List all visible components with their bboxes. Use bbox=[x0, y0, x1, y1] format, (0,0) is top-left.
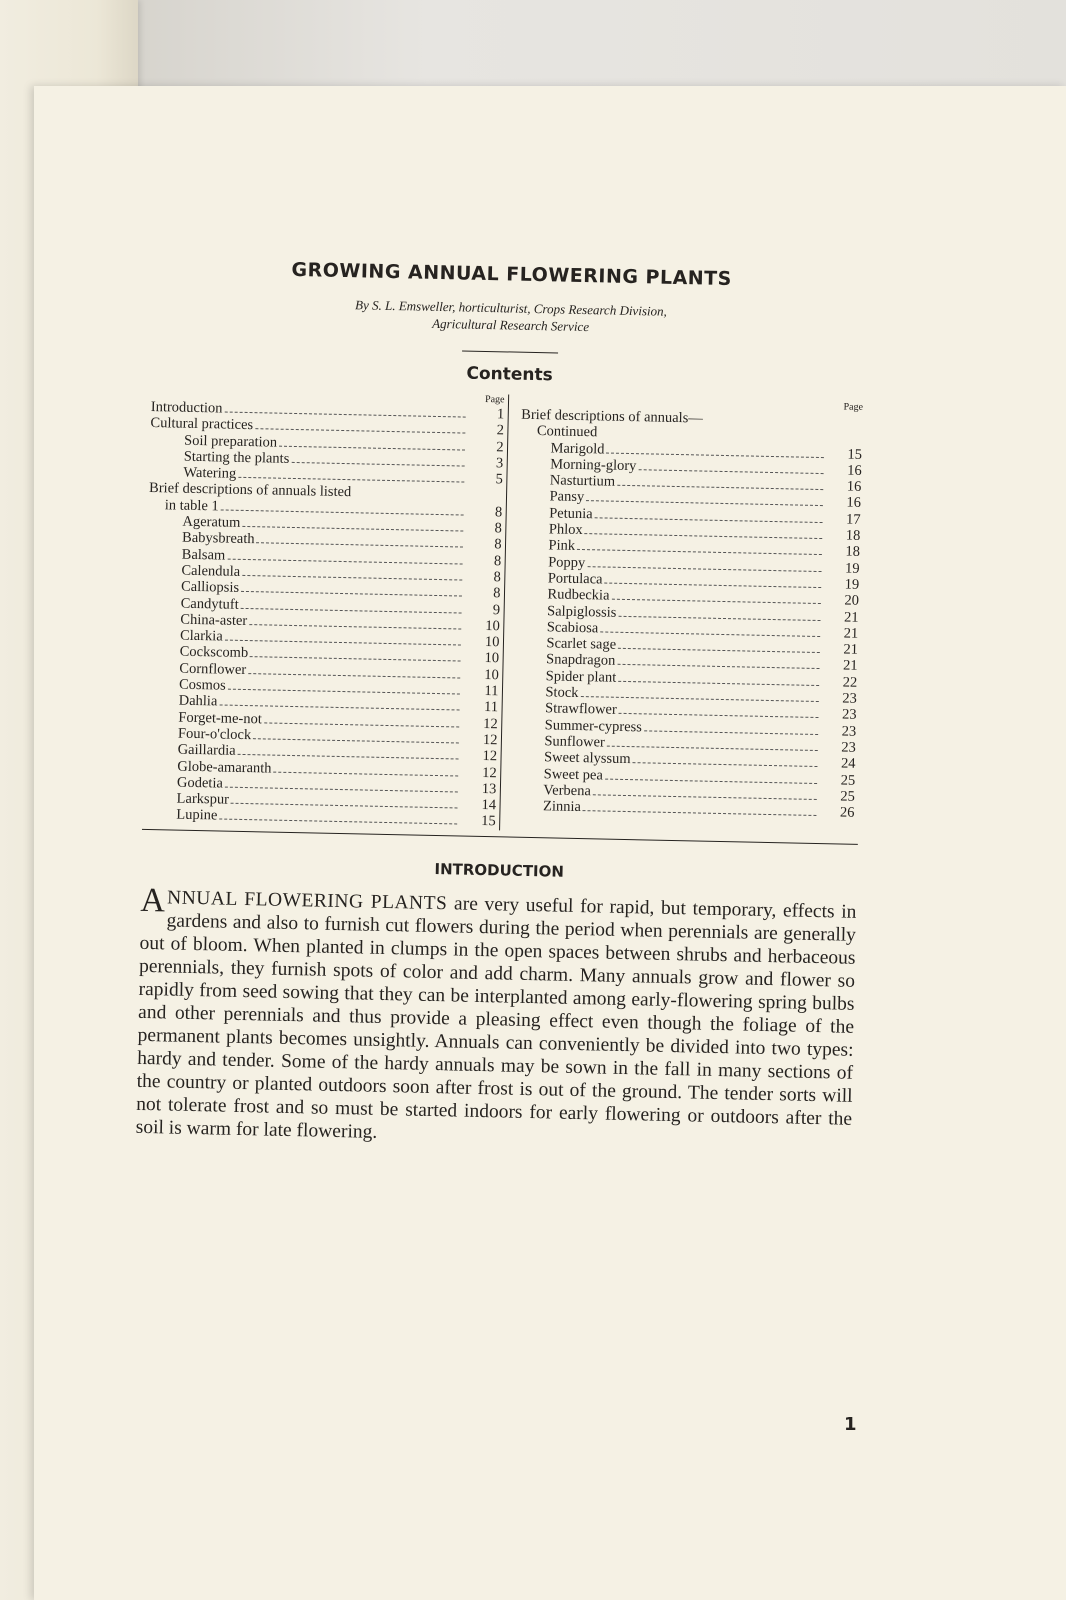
toc-entry-label: Sunflower bbox=[544, 733, 605, 751]
toc-leader-dots bbox=[611, 598, 820, 604]
toc-page-label-left: Page bbox=[484, 393, 505, 406]
toc-entry-page: 23 bbox=[841, 723, 857, 740]
toc-leader-dots bbox=[242, 525, 463, 532]
toc-entry-label: Marigold bbox=[550, 439, 605, 458]
toc-entry-page: 8 bbox=[493, 585, 501, 602]
toc-entry-page: 13 bbox=[481, 780, 497, 798]
introduction-heading: INTRODUCTION bbox=[434, 859, 565, 881]
toc-leader-dots bbox=[618, 614, 820, 620]
toc-leader-dots bbox=[249, 623, 462, 629]
toc-entry-label: in table 1 bbox=[164, 497, 219, 515]
toc-entry-label: Cockscomb bbox=[179, 644, 249, 662]
toc-leader-dots bbox=[231, 802, 458, 809]
toc-leader-dots bbox=[617, 663, 819, 669]
toc-entry-page: 22 bbox=[842, 674, 858, 691]
toc-entry-label: Calliopsis bbox=[180, 578, 240, 597]
toc-leader-dots bbox=[586, 500, 823, 507]
toc-entry-label: Morning-glory bbox=[550, 456, 637, 475]
toc-leader-dots bbox=[227, 557, 463, 564]
toc-entry-label: Petunia bbox=[549, 505, 593, 523]
toc-leader-dots bbox=[617, 484, 823, 490]
toc-entry-label: Portulaca bbox=[547, 570, 603, 588]
toc-entry-label: Globe-amaranth bbox=[177, 758, 272, 777]
toc-leader-dots bbox=[255, 427, 466, 433]
contents-heading: Contents bbox=[466, 363, 553, 386]
toc-entry-label: Starting the plants bbox=[183, 448, 290, 467]
toc-leader-dots bbox=[618, 680, 819, 686]
toc-entry-label: Calendula bbox=[181, 562, 241, 580]
toc-entry-label: Sweet pea bbox=[543, 765, 604, 784]
introduction-paragraph bbox=[135, 881, 857, 1154]
toc-entry-label: Summer-cypress bbox=[544, 716, 643, 735]
toc-leader-dots bbox=[595, 516, 823, 523]
toc-entry-page: 24 bbox=[840, 755, 856, 773]
toc-entry-page: 19 bbox=[844, 560, 860, 577]
toc-entry-label: Pink bbox=[548, 537, 576, 555]
toc-entry-label: Poppy bbox=[547, 553, 586, 571]
toc-entry-page: 18 bbox=[845, 527, 861, 544]
toc-leader-dots bbox=[264, 721, 460, 727]
toc-leader-dots bbox=[604, 581, 821, 588]
toc-entry-page: 18 bbox=[845, 543, 861, 561]
toc-leader-dots bbox=[228, 688, 461, 695]
toc-entry-page: 12 bbox=[483, 715, 498, 732]
toc-entry-page: 25 bbox=[840, 788, 855, 805]
toc-leader-dots bbox=[242, 574, 463, 581]
toc-entry-label: Watering bbox=[183, 464, 237, 482]
toc-leader-dots bbox=[241, 606, 462, 613]
toc-leader-dots bbox=[238, 476, 465, 483]
toc-entry-page: 8 bbox=[493, 569, 501, 586]
toc-entry-page: 10 bbox=[485, 617, 500, 635]
toc-entry-page: 1 bbox=[496, 406, 505, 423]
page-content bbox=[136, 256, 870, 1154]
toc-leader-dots bbox=[238, 753, 459, 760]
toc-entry-page: 3 bbox=[495, 455, 504, 472]
toc-entry-label: Forget-me-not bbox=[178, 709, 262, 727]
toc-entry-label: Pansy bbox=[549, 488, 585, 506]
toc-entry-label: Scabiosa bbox=[546, 619, 599, 637]
toc-entry-label: Babysbreath bbox=[181, 530, 255, 548]
toc-entry-page: 23 bbox=[842, 690, 858, 707]
toc-leader-dots bbox=[618, 647, 820, 653]
toc-leader-dots bbox=[619, 712, 819, 718]
toc-entry-page: 21 bbox=[843, 609, 859, 626]
toc-entry-label: Snapdragon bbox=[545, 651, 616, 670]
toc-entry-label: Lupine bbox=[176, 807, 218, 824]
toc-entry-page: 12 bbox=[482, 764, 497, 781]
toc-entry-page: 12 bbox=[482, 748, 498, 765]
toc-leader-dots bbox=[250, 656, 461, 662]
toc-entry-page: 21 bbox=[842, 657, 858, 675]
toc-entry-page: 16 bbox=[846, 462, 862, 479]
toc-leader-dots bbox=[600, 630, 820, 637]
toc-right-heading-2: Continued bbox=[536, 423, 598, 441]
toc-leader-dots bbox=[248, 672, 461, 678]
toc-entry-label: Balsam bbox=[181, 546, 226, 564]
toc-leader-dots bbox=[241, 590, 462, 597]
toc-page-label-right: Page bbox=[843, 401, 864, 413]
toc-leader-dots bbox=[225, 785, 459, 792]
toc-leader-dots bbox=[607, 745, 818, 751]
table-of-contents bbox=[142, 387, 867, 838]
toc-entry-label: Cornflower bbox=[179, 660, 247, 678]
toc-entry-label: China-aster bbox=[180, 611, 248, 629]
toc-entry-label: Introduction bbox=[150, 398, 223, 417]
toc-entry-page: 21 bbox=[843, 625, 859, 642]
toc-leader-dots bbox=[273, 770, 458, 776]
toc-entry-page: 16 bbox=[846, 478, 862, 496]
toc-entry-page: 16 bbox=[846, 495, 862, 512]
intro-lead-words: NNUAL FLOWERING PLANTS bbox=[166, 887, 448, 915]
toc-entry-label: Clarkia bbox=[179, 627, 223, 645]
toc-leader-dots bbox=[256, 542, 463, 548]
toc-entry-page: 15 bbox=[481, 813, 496, 830]
toc-entry-page: 11 bbox=[484, 683, 499, 700]
toc-entry-label: Candytuft bbox=[180, 595, 239, 613]
toc-leader-dots bbox=[225, 639, 462, 646]
toc-leader-dots bbox=[633, 761, 818, 767]
toc-entry-label: Gaillardia bbox=[177, 741, 236, 760]
toc-entry-label: Zinnia bbox=[542, 798, 582, 816]
toc-entry-label: Larkspur bbox=[176, 790, 230, 808]
document-page bbox=[34, 86, 1066, 1600]
toc-entry-label: Godetia bbox=[176, 774, 224, 792]
toc-entry-page: 10 bbox=[484, 650, 500, 667]
toc-entry-label: Spider plant bbox=[545, 668, 617, 686]
toc-entry-label: Rudbeckia bbox=[547, 586, 610, 604]
toc-entry-page: 2 bbox=[496, 438, 504, 455]
toc-entry-page: 2 bbox=[496, 422, 505, 439]
toc-entry-label: Dahlia bbox=[178, 692, 218, 710]
toc-leader-dots bbox=[644, 729, 818, 735]
byline bbox=[153, 292, 870, 341]
toc-entry-label: Salpiglossis bbox=[546, 602, 617, 621]
toc-leader-dots bbox=[279, 444, 465, 450]
toc-entry-page: 9 bbox=[492, 601, 501, 618]
toc-entry-page: 19 bbox=[844, 576, 860, 593]
toc-leader-dots bbox=[219, 704, 460, 711]
toc-leader-dots bbox=[587, 565, 821, 572]
byline-line-2: Agricultural Research Service bbox=[432, 315, 590, 335]
toc-entry-page: 25 bbox=[840, 772, 856, 789]
toc-leader-dots bbox=[593, 793, 817, 800]
toc-leader-dots bbox=[583, 809, 817, 816]
toc-leader-dots bbox=[224, 411, 466, 418]
toc-right-heading-1: Brief descriptions of annuals— bbox=[521, 406, 703, 427]
toc-entry-label: Strawflower bbox=[544, 700, 617, 719]
toc-entry-label: Soil preparation bbox=[183, 432, 278, 451]
title-divider bbox=[462, 350, 558, 353]
toc-leader-dots bbox=[221, 508, 465, 515]
toc-entry-label: Brief descriptions of annuals listed bbox=[148, 480, 352, 501]
toc-entry-page: 17 bbox=[845, 511, 861, 528]
toc-entry-label: Nasturtium bbox=[549, 472, 616, 490]
toc-entry-page: 12 bbox=[482, 731, 498, 749]
toc-entry-label: Verbena bbox=[543, 782, 592, 800]
toc-entry-page: 23 bbox=[841, 739, 857, 756]
toc-entry-page: 20 bbox=[844, 592, 860, 610]
toc-entry-page: 8 bbox=[494, 520, 503, 537]
toc-entry-label: Phlox bbox=[548, 521, 583, 539]
toc-entry-page: 5 bbox=[495, 471, 504, 488]
toc-entry-page: 15 bbox=[847, 446, 863, 463]
toc-entry-label: Sweet alyssum bbox=[543, 749, 631, 768]
toc-left-column bbox=[142, 387, 509, 830]
toc-entry-page: 8 bbox=[494, 536, 502, 553]
toc-leader-dots bbox=[577, 548, 822, 555]
intro-body-text: are very useful for rapid, but temporary, effects in gardens and also to furnish cut flowers during the period when perennials are generally out of bloom. When planted in clumps in the open spaces between shrubs and herbaceous perennials, they furnish spots of color and add charm. Many annuals grow and flower so rapidly from seed sowing that they can be interplanted among early-flowering spring bulbs and other perennials and thus provide a pleasing effect even though the foliage of the permanent plants becomes unsightly. Annuals can conveniently be divided into two types: hardy and tender. Some of the hardy annuals may be sown in the fall in many sections of the country or planted outdoors soon after frost is out of the ground. The tender sorts will not tolerate frost and so must be started indoors for early flowering or outdoors after the soil is warm for late flowering. bbox=[135, 893, 857, 1143]
drop-cap: A bbox=[140, 881, 166, 920]
toc-leader-dots bbox=[606, 451, 824, 458]
page-number: 1 bbox=[844, 1414, 857, 1435]
toc-entry-page: 8 bbox=[494, 503, 503, 521]
toc-right-column bbox=[500, 394, 868, 837]
toc-entry-page: 14 bbox=[481, 797, 497, 814]
toc-entry-page: 10 bbox=[484, 666, 499, 684]
toc-entry-page: 11 bbox=[483, 699, 499, 716]
toc-entry-label: Cosmos bbox=[178, 676, 226, 694]
toc-leader-dots bbox=[291, 461, 465, 467]
toc-entry-label: Four-o'clock bbox=[177, 725, 252, 744]
toc-leader-dots bbox=[585, 532, 823, 539]
toc-entry-page: 23 bbox=[841, 706, 857, 724]
toc-leader-dots bbox=[253, 737, 459, 743]
toc-leader-dots bbox=[219, 818, 457, 825]
toc-leader-dots bbox=[580, 695, 818, 702]
toc-entry-page: 21 bbox=[843, 641, 859, 658]
toc-entry-label: Scarlet sage bbox=[546, 635, 617, 653]
toc-entry-label: Stock bbox=[545, 684, 579, 702]
toc-entry-page: 8 bbox=[493, 552, 502, 570]
document-title: GROWING ANNUAL FLOWERING PLANTS bbox=[291, 258, 733, 291]
toc-leader-dots bbox=[605, 777, 817, 783]
toc-entry-page bbox=[351, 497, 383, 498]
byline-line-1: By S. L. Emsweller, horticulturist, Crops Research Division, bbox=[354, 297, 667, 319]
toc-entry-label: Cultural practices bbox=[150, 415, 254, 434]
toc-entry-page: 26 bbox=[839, 804, 855, 821]
toc-entry-label: Ageratum bbox=[182, 513, 241, 531]
toc-entry-page: 10 bbox=[484, 634, 500, 651]
toc-leader-dots bbox=[638, 468, 823, 474]
